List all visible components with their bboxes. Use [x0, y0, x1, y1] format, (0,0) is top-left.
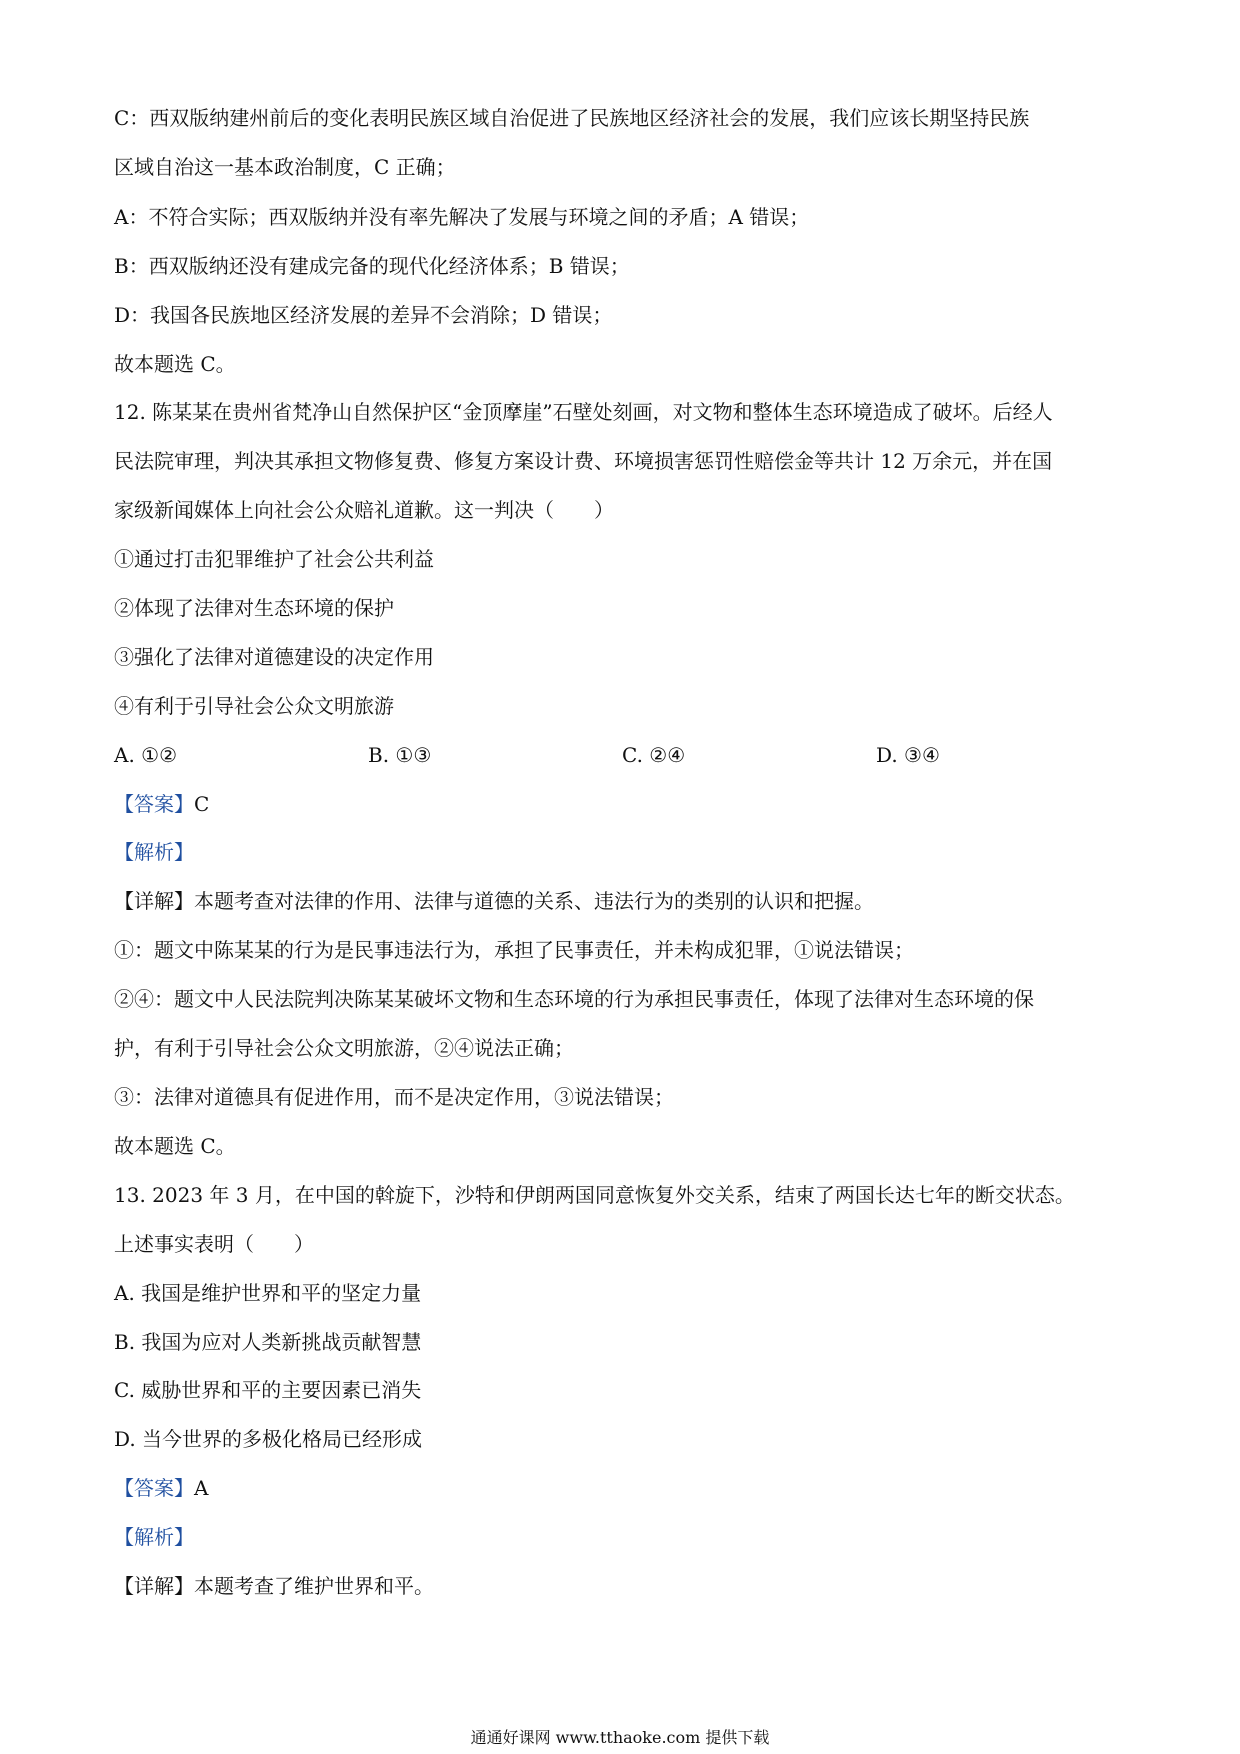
q12-statement-2: ②体现了法律对生态环境的保护: [114, 596, 394, 620]
q12-detail-tag: 【详解】: [114, 889, 194, 913]
q13-answer-tag: 【答案】: [114, 1476, 194, 1500]
prev-option-d: D：我国各民族地区经济发展的差异不会消除；D 错误；: [114, 303, 613, 327]
q12-statement-1: ①通过打击犯罪维护了社会公共利益: [114, 547, 434, 571]
q13-option-a: A. 我国是维护世界和平的坚定力量: [114, 1281, 422, 1305]
prev-option-a: A：不符合实际；西双版纳并没有率先解决了发展与环境之间的矛盾；A 错误；: [114, 205, 810, 229]
q12-answer-value: C: [194, 792, 210, 816]
q12-explanation-2-line1: ②④：题文中人民法院判决陈某某破坏文物和生态环境的行为承担民事责任，体现了法律对生态环境的保: [114, 987, 1034, 1011]
q12-stem-line2: 民法院审理，判决其承担文物修复费、修复方案设计费、环境损害惩罚性赔偿金等共计 12 万余元，并在国: [114, 449, 1053, 473]
q12-analysis: [114, 838, 194, 866]
q12-stem-line3: 家级新闻媒体上向社会公众赔礼道歉。这一判决（ ）: [114, 498, 614, 522]
prev-conclusion: 故本题选 C。: [114, 352, 236, 376]
q13-detail: [114, 1572, 434, 1600]
q13-option-b: B. 我国为应对人类新挑战贡献智慧: [114, 1330, 422, 1354]
q12-answer: [114, 790, 209, 818]
q12-statement-3: ③强化了法律对道德建设的决定作用: [114, 645, 434, 669]
prev-option-c-line1: C：西双版纳建州前后的变化表明民族区域自治促进了民族地区经济社会的发展，我们应该长期坚持民族: [114, 106, 1030, 130]
prev-option-b: B：西双版纳还没有建成完备的现代化经济体系；B 错误；: [114, 254, 630, 278]
q13-answer: [114, 1474, 208, 1502]
q13-analysis: [114, 1523, 194, 1551]
q12-answer-tag: 【答案】: [114, 792, 194, 816]
q12-statement-4: ④有利于引导社会公众文明旅游: [114, 694, 394, 718]
prev-option-c-line2: 区域自治这一基本政治制度，C 正确；: [114, 155, 456, 179]
q13-option-d: D. 当今世界的多极化格局已经形成: [114, 1427, 423, 1451]
q13-analysis-tag: 【解析】: [114, 1525, 194, 1549]
q13-detail-text: 本题考查了维护世界和平。: [194, 1574, 434, 1598]
q12-option-a: A. ①②: [114, 743, 178, 767]
q12-option-c: C. ②④: [622, 743, 686, 767]
q12-option-d: D. ③④: [876, 743, 940, 767]
q12-stem-line1: 12. 陈某某在贵州省梵净山自然保护区“金顶摩崖”石壁处刻画，对文物和整体生态环境造成了破坏。后经人: [114, 400, 1053, 424]
q13-answer-value: A: [194, 1476, 209, 1500]
q12-explanation-3: ③：法律对道德具有促进作用，而不是决定作用，③说法错误；: [114, 1085, 674, 1109]
q12-detail: [114, 887, 874, 915]
q13-stem-line2: 上述事实表明（ ）: [114, 1232, 314, 1256]
q13-stem-line1: 13. 2023 年 3 月，在中国的斡旋下，沙特和伊朗两国同意恢复外交关系，结束了两国长达七年的断交状态。: [114, 1183, 1075, 1207]
q12-analysis-tag: 【解析】: [114, 840, 194, 864]
q12-detail-text: 本题考查对法律的作用、法律与道德的关系、违法行为的类别的认识和把握。: [194, 889, 874, 913]
q13-detail-tag: 【详解】: [114, 1574, 194, 1598]
q12-explanation-1: ①：题文中陈某某的行为是民事违法行为，承担了民事责任，并未构成犯罪，①说法错误；: [114, 938, 914, 962]
q12-conclusion: 故本题选 C。: [114, 1134, 236, 1158]
footer-watermark: 通通好课网 www.tthaoke.com 提供下载: [470, 1728, 770, 1747]
q12-explanation-2-line2: 护，有利于引导社会公众文明旅游，②④说法正确；: [114, 1036, 574, 1060]
q12-option-b: B. ①③: [368, 743, 432, 767]
q13-option-c: C. 威胁世界和平的主要因素已消失: [114, 1378, 422, 1402]
